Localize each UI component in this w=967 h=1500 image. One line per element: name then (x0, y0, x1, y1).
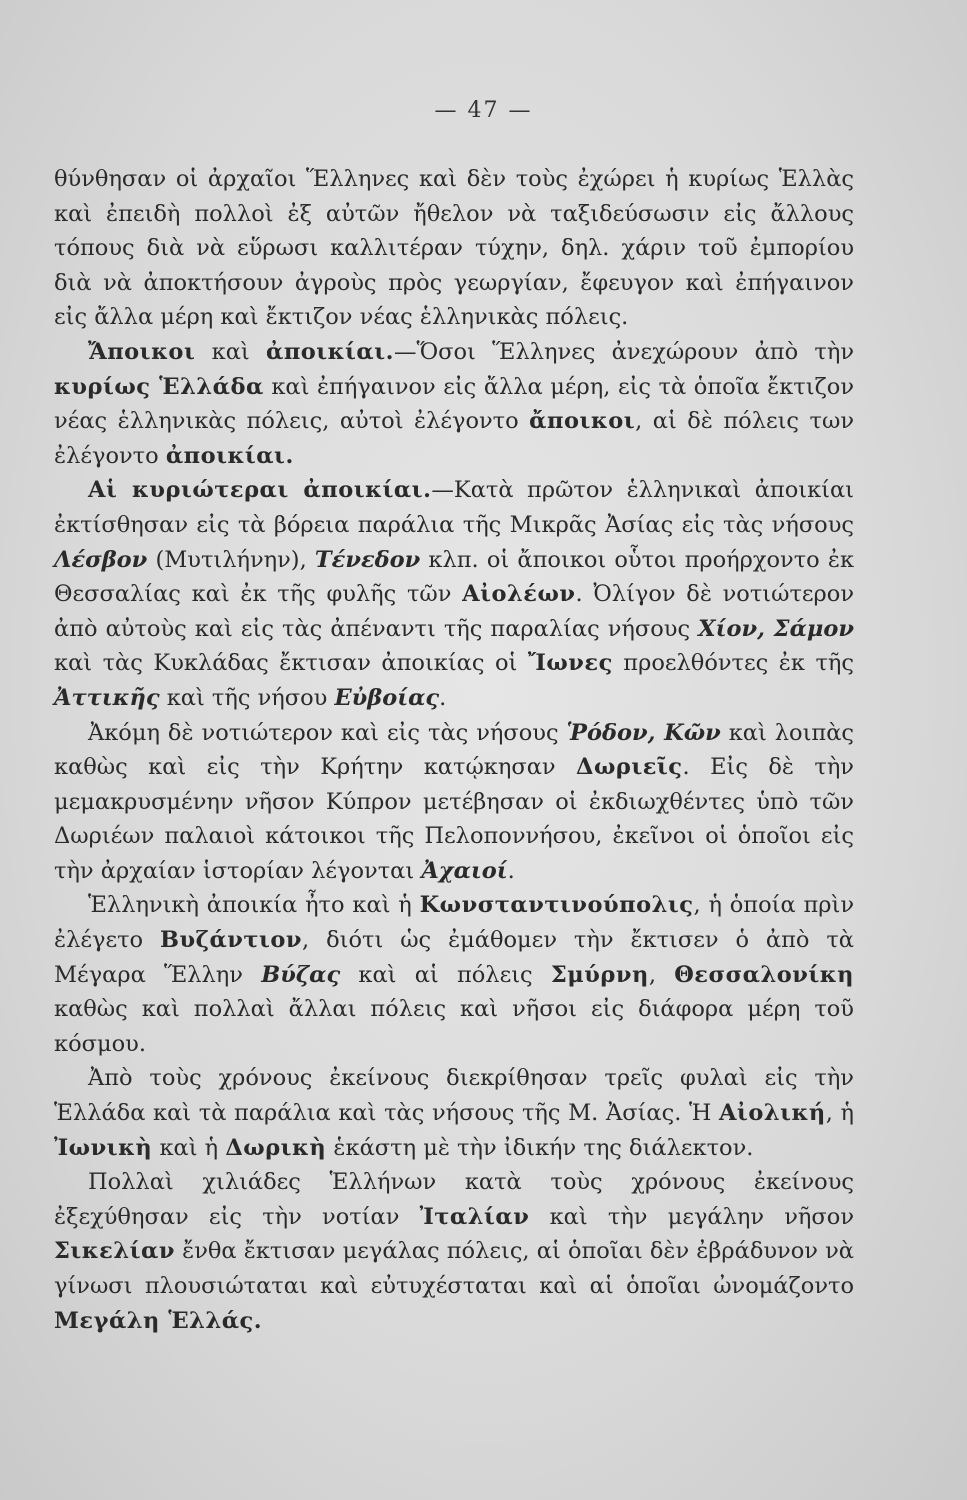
text-run: καὶ λοιπὰς καθὼς καὶ εἰς τὴν Κρήτην κατῴκησαν (54, 719, 854, 781)
text-run: . Ὀλίγον δὲ νοτιώτερον ἀπὸ αὐτοὺς καὶ εἰς τὰς ἀπέναντι τῆς παραλίας νήσους (54, 581, 855, 642)
text-run: καὶ ἐπήγαινον εἰς ἄλλα μέρη, εἰς τὰ ὁποῖα ἔκτιζον νέας ἑλληνικὰς πόλεις, αὐτοὶ ἐλέγοντο (54, 373, 854, 435)
text-run: , διότι ὡς ἐμάθομεν τὴν ἔκτισεν ὁ ἀπὸ τὰ Μέγαρα Ἕλλην (54, 927, 854, 988)
bold-term: Δωρικὴ (225, 1134, 327, 1161)
bold-term: ἀποικίαι. (165, 442, 294, 469)
paragraph (54, 473, 854, 715)
italic-term: Τένεδον (314, 546, 421, 573)
bold-term: Αἰολική (718, 1100, 826, 1127)
bold-term: Βυζάντιον (160, 927, 303, 954)
paragraph (54, 1061, 854, 1165)
paragraph (54, 888, 854, 1061)
text-run: Ἀκόμη δὲ νοτιώτερον καὶ εἰς τὰς νήσους (88, 719, 567, 746)
paragraph (54, 335, 854, 473)
text-run: καὶ τὰς Κυκλάδας ἔκτισαν ἀποικίας οἱ (54, 650, 528, 677)
italic-term: Ἀχαιοί (421, 857, 508, 884)
text-run: . Εἰς δὲ τὴν μεμακρυσμένην νῆσον Κύπρον μετέβησαν οἱ ἐκδιωχθέντες ὑπὸ τῶν Δωριέων παλαιοὶ κάτοικοι τῆς Πελοποννήσου, ἐκεῖνοι οἱ ὁποῖοι εἰς τὴν ἀρχαίαν ἱστορίαν λέγονται (54, 754, 854, 884)
bold-term: Ἴωνες (527, 650, 613, 677)
text-run: κλπ. οἱ ἄποικοι οὗτοι προήρχοντο ἐκ Θεσσαλίας καὶ ἐκ τῆς φυλῆς τῶν (54, 546, 855, 608)
paragraph (54, 162, 854, 335)
text-run: , ἡ ὁποία πρὶν ἐλέγετο (54, 892, 854, 954)
bold-term: Θεσσαλονίκη (674, 961, 854, 988)
text-run: ἔνθα ἔκτισαν μεγάλας πόλεις, αἱ ὁποῖαι δὲν ἐβράδυνον νὰ γίνωσι πλουσιώταται καὶ εὐτυχέσταται καὶ αἱ ὁποῖαι ὠνομάζοντο (54, 1238, 854, 1299)
text-run: Ἀπὸ τοὺς χρόνους ἐκείνους διεκρίθησαν τρεῖς φυλαὶ εἰς τὴν Ἑλλάδα καὶ τὰ παράλια καὶ τὰς νήσους τῆς Μ. Ἀσίας. Ἡ (54, 1065, 854, 1127)
text-run: (Μυτιλήνην), (147, 546, 315, 573)
text-run: —Ὅσοι Ἕλληνες ἀνεχώρουν ἀπὸ τὴν (393, 338, 855, 365)
bold-term: Ἰταλίαν (419, 1203, 530, 1230)
bold-term: Αἱ κυριώτεραι ἀποικίαι. (88, 477, 432, 504)
bold-term: Αἰολέων (462, 581, 576, 608)
bold-term: ἄποικοι (529, 408, 636, 435)
paragraph (54, 716, 854, 889)
text-run: , αἱ δὲ πόλεις των ἐλέγοντο (54, 408, 854, 469)
text-run: , (648, 961, 675, 988)
bold-term: Κωνσταντινούπολις (419, 892, 694, 919)
text-run: καὶ τῆς νήσου (159, 684, 335, 711)
text-run: ἑκάστη μὲ τὴν ἰδικήν της διάλεκτον. (326, 1134, 754, 1161)
text-run: Πολλαὶ χιλιάδες Ἑλλήνων κατὰ τοὺς χρόνους ἐκείνους ἐξεχύθησαν εἰς τὴν νοτίαν (54, 1169, 854, 1230)
bold-term: Δωριεῖς (576, 754, 683, 781)
italic-term: Χίον, Σάμον (698, 615, 854, 642)
bold-term: Σικελίαν (54, 1238, 175, 1265)
text-run: καθὼς καὶ πολλαὶ ἄλλαι πόλεις καὶ νῆσοι εἰς διάφορα μέρη τοῦ κόσμου. (54, 996, 854, 1057)
italic-term: Εὐβοίας (334, 684, 440, 711)
italic-term: Λέσβον (54, 546, 148, 573)
text-run: . (507, 857, 515, 884)
text-run: καὶ αἱ πόλεις (340, 961, 551, 988)
bold-term: Ἰωνικὴ (54, 1134, 153, 1161)
text-run: καὶ (195, 338, 266, 365)
italic-term: Ῥόδον, Κῶν (566, 719, 721, 746)
text-run: προελθόντες ἐκ τῆς (612, 650, 854, 677)
text-run: καὶ ἡ (152, 1134, 226, 1161)
bold-term: κυρίως Ἑλλάδα (54, 373, 264, 400)
bold-term: Μεγάλη Ἑλλάς. (54, 1307, 263, 1334)
page-text (54, 162, 854, 1338)
text-run: θύνθησαν οἱ ἀρχαῖοι Ἕλληνες καὶ δὲν τοὺς ἐχώρει ἡ κυρίως Ἑλλὰς καὶ ἐπειδὴ πολλοὶ ἐξ αὐτῶν ἤθελον νὰ ταξιδεύσωσιν εἰς ἄλλους τόπους διὰ νὰ εὕρωσι καλλιτέραν τύχην, δηλ. χάριν τοῦ ἐμπορίου διὰ νὰ ἀποκτήσουν ἀγροὺς πρὸς γεωργίαν, ἔφευγον καὶ ἐπήγαινον εἰς ἄλλα μέρη καὶ ἔκτιζον νέας ἑλληνικὰς πόλεις. (54, 166, 854, 331)
paragraph (54, 1165, 854, 1338)
italic-term: Βύζας (261, 961, 341, 988)
text-run: Ἑλληνικὴ ἀποικία ἦτο καὶ ἡ (88, 892, 420, 919)
bold-term: Σμύρνη (550, 961, 649, 988)
bold-term: Ἄποικοι (88, 338, 196, 365)
page-number: — 47 — (434, 98, 533, 123)
text-run: καὶ τὴν μεγάλην νῆσον (529, 1203, 854, 1230)
bold-term: ἀποικίαι. (266, 338, 394, 365)
text-run: . (439, 684, 447, 711)
italic-term: Ἀττικῆς (54, 684, 160, 711)
text-run: , ἡ (825, 1100, 854, 1127)
text-run: —Κατὰ πρῶτον ἑλληνικαὶ ἀποικίαι ἐκτίσθησαν εἰς τὰ βόρεια παράλια τῆς Μικρᾶς Ἀσίας εἰς τὰς νήσους (54, 477, 854, 538)
